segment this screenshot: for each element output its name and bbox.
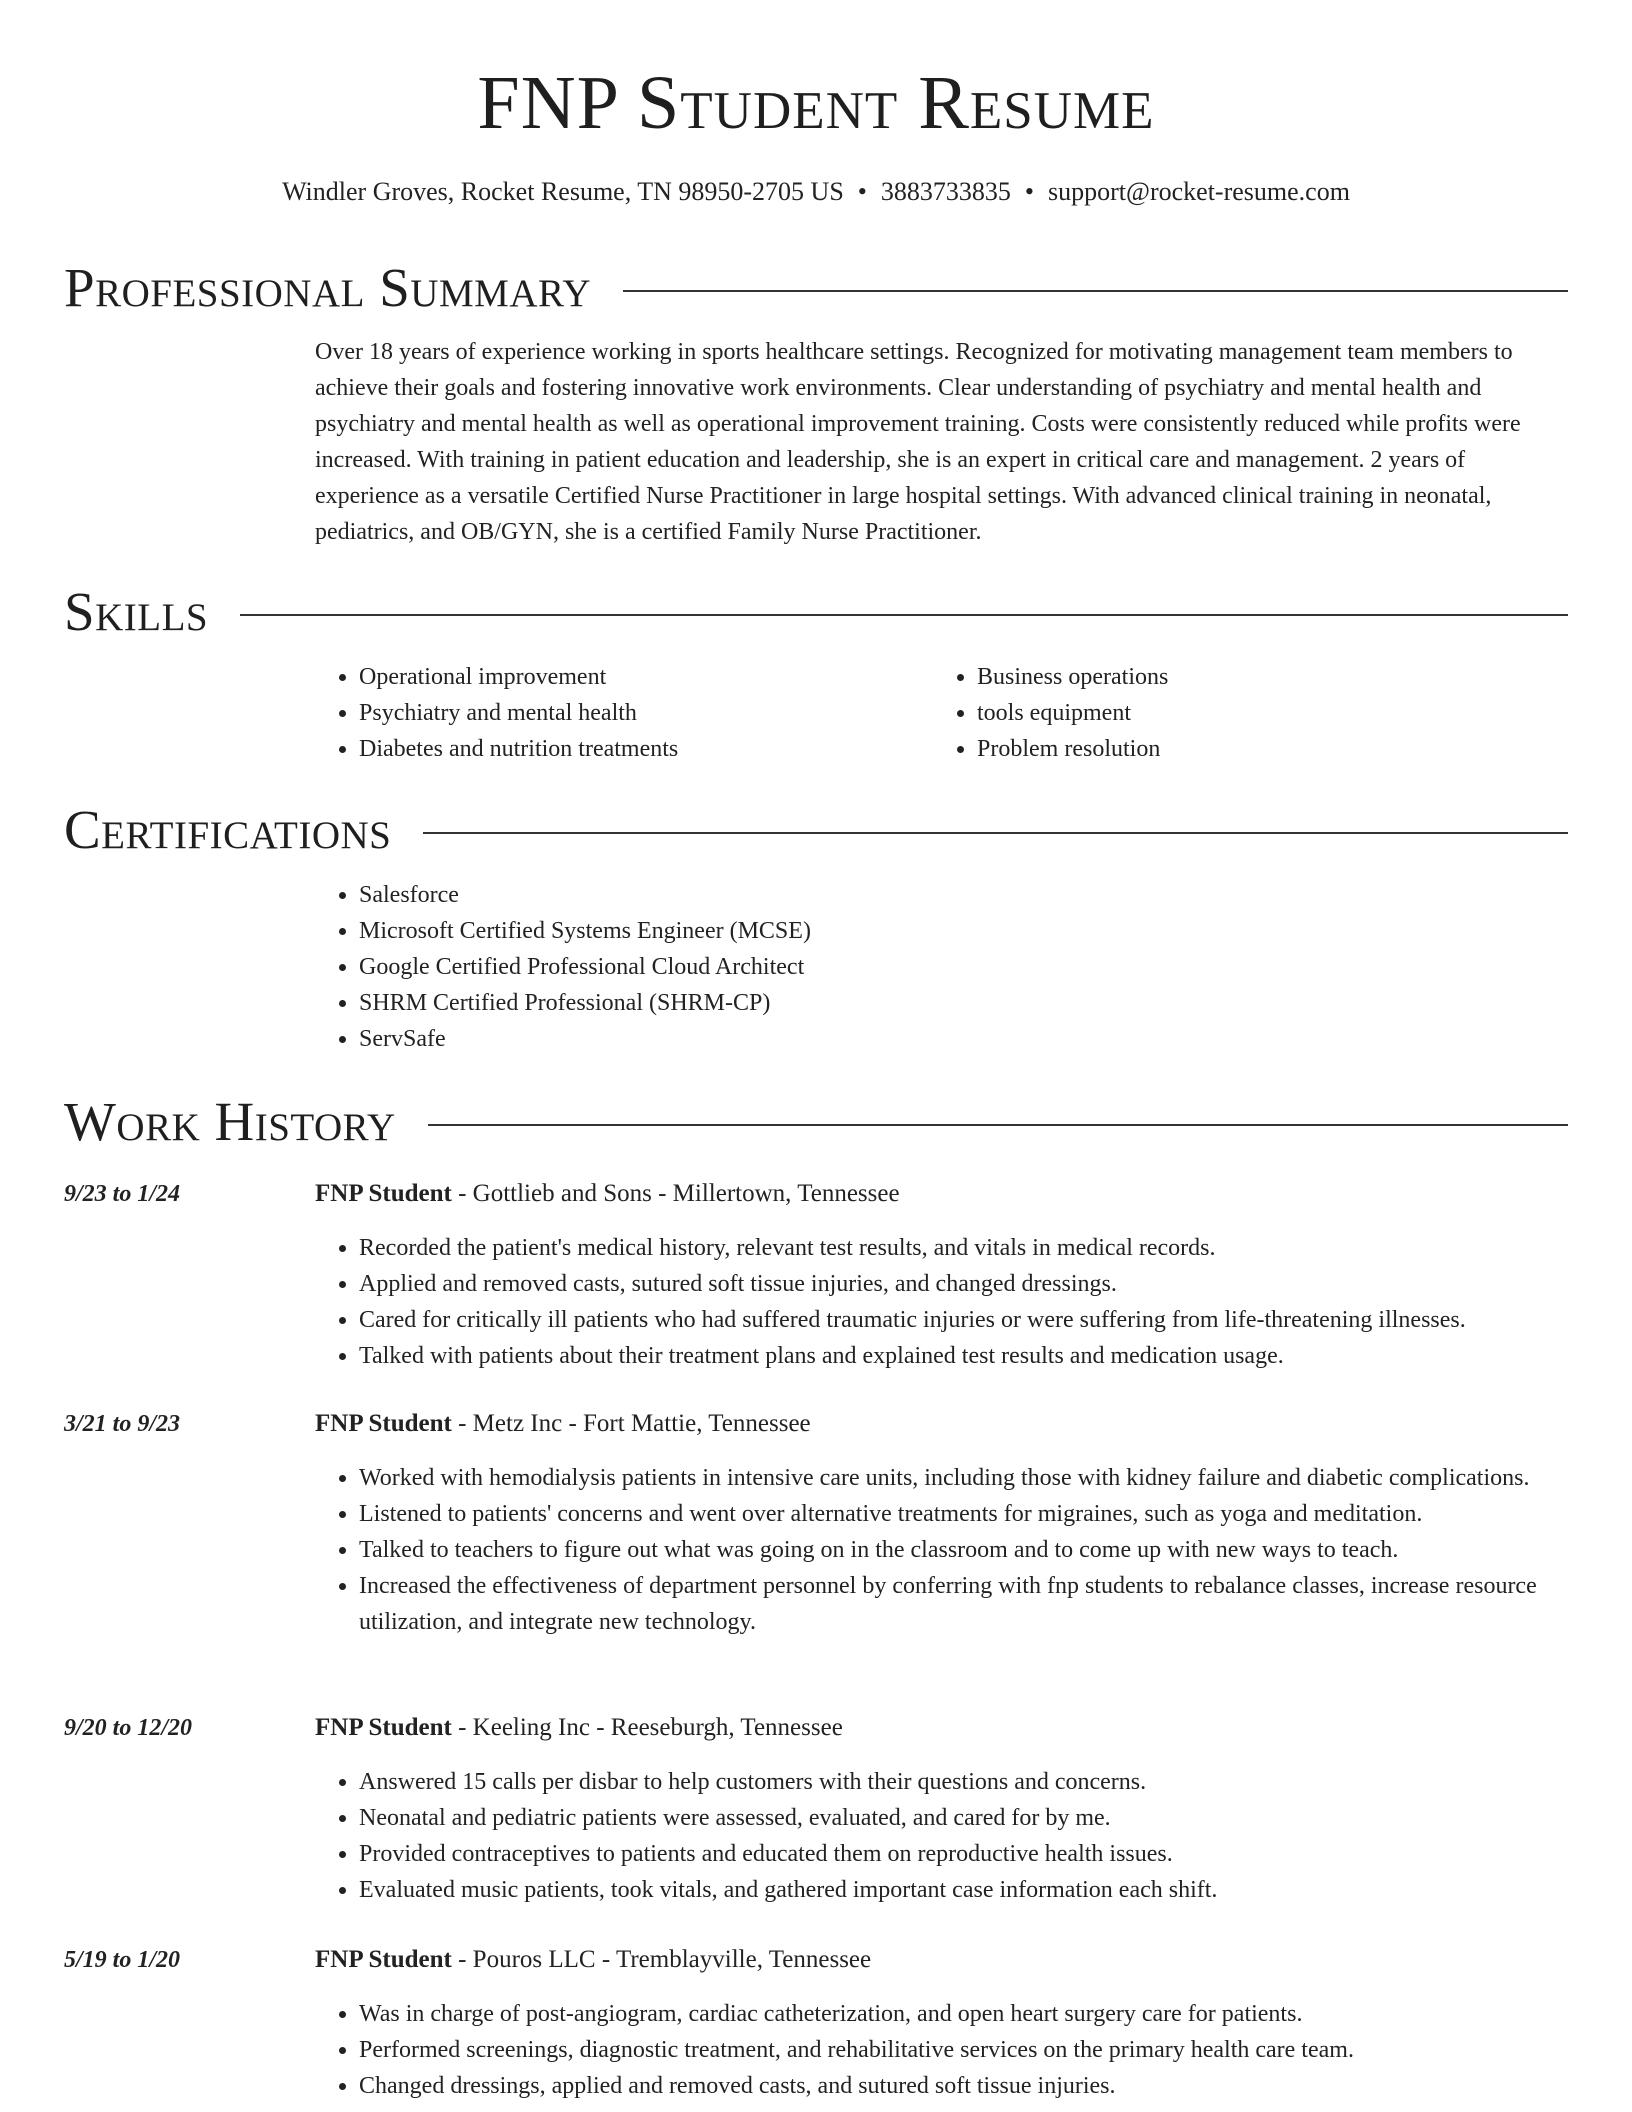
section-title-certifications: Certifications [64,799,392,860]
job-bullet: • Answered 15 calls per disbar to help customers with their questions and concerns. [359,1764,1568,1800]
section-divider [240,614,1568,616]
skill-item: • Operational improvement [359,659,933,695]
job-title: FNP Student [315,1180,452,1207]
contact-address: Windler Groves, Rocket Resume, TN 98950-2705 US [282,177,844,206]
job-bullet: • Was in charge of post-angiogram, cardiac catheterization, and open heart surgery care for patients. [359,1996,1568,2032]
job-header [315,1176,900,1212]
job-title: FNP Student [315,1714,452,1741]
contact-phone: 3883733835 [880,177,1011,206]
job-dates: 3/21 to 9/23 [64,1411,181,1437]
section-title-skills: Skills [64,581,209,642]
contact-line [0,174,1632,210]
skill-item: • Business operations [977,659,1551,695]
job-title: FNP Student [315,1410,452,1437]
section-divider [623,290,1568,292]
job-header [315,1406,811,1442]
job-bullet: • Performed screenings, diagnostic treatment, and rehabilitative services on the primary health care team. [359,2032,1568,2068]
certification-item: • Microsoft Certified Systems Engineer (MCSE) [359,913,1568,949]
job-bullets [315,1230,1568,1374]
certification-item: • Google Certified Professional Cloud Architect [359,949,1568,985]
section-divider [423,832,1568,834]
summary-block [315,334,1568,550]
skills-section-header [64,580,1568,644]
job-dates: 9/23 to 1/24 [64,1181,181,1207]
summary-text: Over 18 years of experience working in sports healthcare settings. Recognized for motivating management team members to achieve their goals and fostering innovative work environments. Clear understanding of psychiatry and mental health and psychiatry and mental health as well as operational improvement training. Costs were consistently reduced while profits were increased. With training in patient education and leadership, she is an expert in critical care and management. 2 years of experience as a versatile Certified Nurse Practitioner in large hospital settings. With advanced clinical training in neonatal, pediatrics, and OB/GYN, she is a certified Family Nurse Practitioner. [315,339,1521,545]
job-bullets [315,1764,1568,1908]
job-employer-location: - Metz Inc - Fort Mattie, Tennessee [451,1410,811,1437]
job-dates: 9/20 to 12/20 [64,1715,193,1741]
job-title: FNP Student [315,1946,452,1973]
skills-column-left [315,659,933,767]
job-header [315,1942,871,1978]
section-title-summary: Professional Summary [64,257,592,318]
skill-item: • Problem resolution [977,731,1551,767]
resume-title: FNP Student Resume [477,61,1155,145]
job-employer-location: - Gottlieb and Sons - Millertown, Tennessee [451,1180,900,1207]
skill-item: • tools equipment [977,695,1551,731]
job-bullet: • Changed dressings, applied and removed casts, and sutured soft tissue injuries. [359,2068,1568,2104]
contact-separator: • [857,177,867,206]
job-bullet: • Recorded the patient's medical history, relevant test results, and vitals in medical records. [359,1230,1568,1266]
certifications-section-header [64,798,1568,862]
certification-item: • SHRM Certified Professional (SHRM-CP) [359,985,1568,1021]
job-bullets [315,1996,1568,2104]
skill-item: • Psychiatry and mental health [359,695,933,731]
job-bullet: • Increased the effectiveness of department personnel by conferring with fnp students to rebalance classes, increase resource utilization, and integrate new technology. [359,1568,1568,1640]
job-bullet: • Talked to teachers to figure out what was going on in the classroom and to come up with new ways to teach. [359,1532,1568,1568]
job-header [315,1710,843,1746]
skill-item: • Diabetes and nutrition treatments [359,731,933,767]
contact-email: support@rocket-resume.com [1048,177,1350,206]
summary-section-header [64,256,1568,320]
certification-item: • ServSafe [359,1021,1568,1057]
job-bullet: • Provided contraceptives to patients and educated them on reproductive health issues. [359,1836,1568,1872]
skills-column-right [933,659,1551,767]
job-bullet: • Applied and removed casts, sutured soft tissue injuries, and changed dressings. [359,1266,1568,1302]
contact-separator: • [1024,177,1035,206]
work-history-section-header [64,1090,1568,1154]
job-bullet: • Talked with patients about their treatment plans and explained test results and medication usage. [359,1338,1568,1374]
job-bullet: • Cared for critically ill patients who had suffered traumatic injuries or were suffering from life-threatening illnesses. [359,1302,1568,1338]
certification-item: • Salesforce [359,877,1568,913]
job-bullet: • Evaluated music patients, took vitals, and gathered important case information each shift. [359,1872,1568,1908]
certifications-list [315,877,1568,1057]
skills-list [315,659,1568,767]
job-employer-location: - Keeling Inc - Reeseburgh, Tennessee [451,1714,843,1741]
job-bullet: • Listened to patients' concerns and went over alternative treatments for migraines, such as yoga and meditation. [359,1496,1568,1532]
job-bullet: • Worked with hemodialysis patients in intensive care units, including those with kidney failure and diabetic complications. [359,1460,1568,1496]
job-bullet: • Neonatal and pediatric patients were assessed, evaluated, and cared for by me. [359,1800,1568,1836]
job-dates: 5/19 to 1/20 [64,1947,181,1973]
job-employer-location: - Pouros LLC - Tremblayville, Tennessee [451,1946,872,1973]
section-divider [428,1124,1568,1126]
section-title-work-history: Work History [64,1091,396,1152]
job-bullets [315,1460,1568,1640]
